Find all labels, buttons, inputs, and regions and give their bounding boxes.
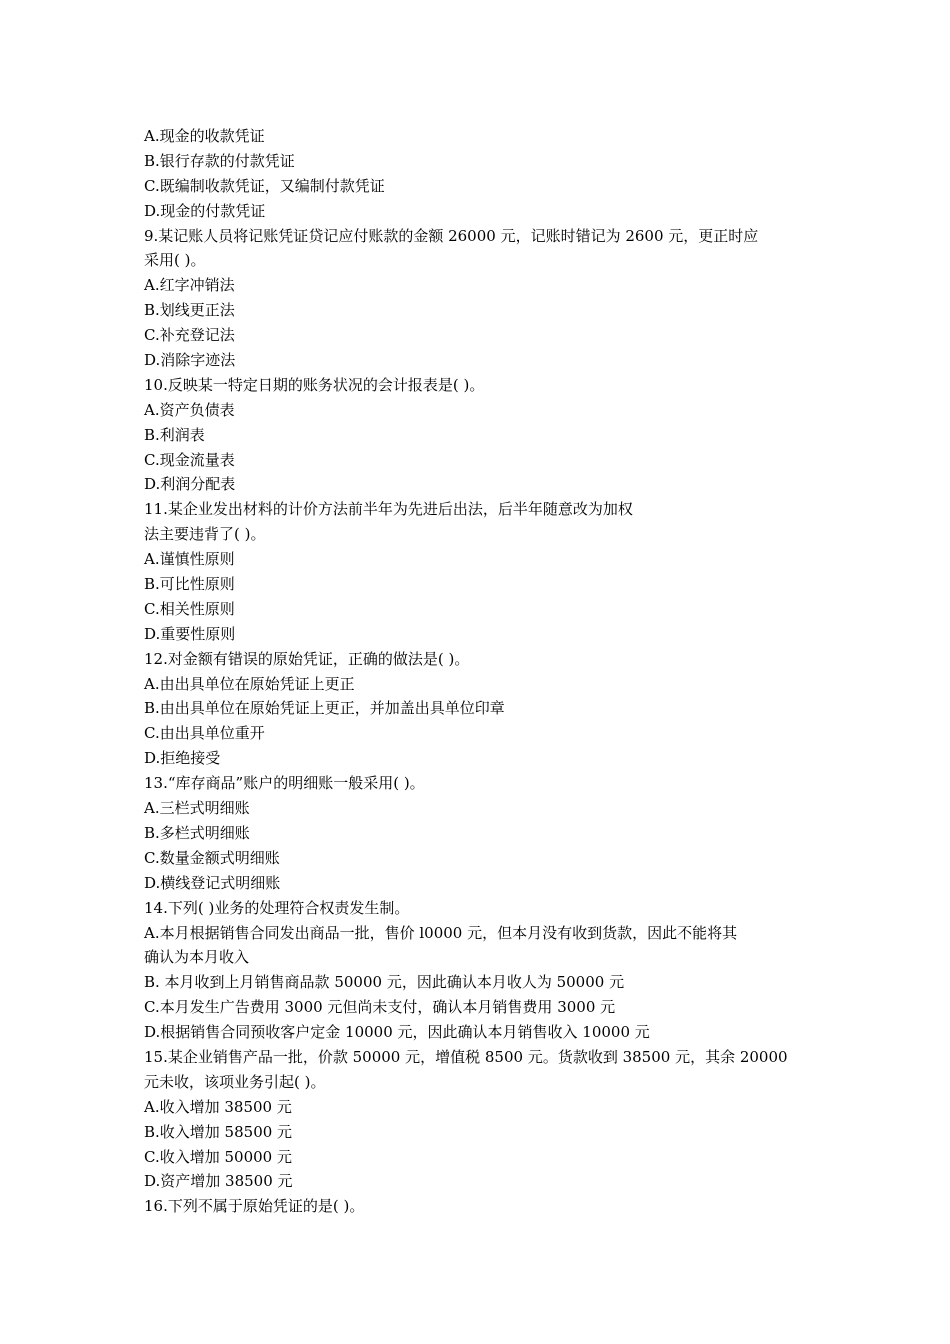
option-line: D.资产增加 38500 元 (144, 1172, 293, 1191)
option-line: D.横线登记式明细账 (144, 873, 281, 892)
question-14: 14.下列( )业务的处理符合权责发生制。 (144, 898, 410, 917)
option-line: C.数量金额式明细账 (144, 848, 280, 867)
option-line-cont: 确认为本月收入 (144, 948, 250, 967)
option-line: D.现金的付款凭证 (144, 201, 266, 220)
option-line: A.资产负债表 (144, 400, 235, 419)
option-line: D.利润分配表 (144, 475, 236, 494)
option-line: A.本月根据销售合同发出商品一批，售价 l0000 元，但本月没有收到货款，因此不能将其 (144, 923, 738, 942)
option-line: B.多栏式明细账 (144, 823, 250, 842)
option-line: B.利润表 (144, 425, 205, 444)
option-line: B.银行存款的付款凭证 (144, 151, 295, 170)
question-9: 9.某记账人员将记账凭证贷记应付账款的金额 26000 元，记账时错记为 2600 元，更正时应 (144, 226, 759, 245)
option-line: D.消除字迹法 (144, 351, 236, 370)
option-line: A.收入增加 38500 元 (144, 1097, 292, 1116)
option-line: C.相关性原则 (144, 599, 235, 618)
option-line: B.可比性原则 (144, 575, 235, 594)
option-line: D.根据销售合同预收客户定金 10000 元，因此确认本月销售收入 10000 元 (144, 1023, 650, 1042)
option-line: B.划线更正法 (144, 301, 235, 320)
option-line: B. 本月收到上月销售商品款 50000 元，因此确认本月收人为 50000 元 (144, 973, 625, 992)
option-line: A.由出具单位在原始凭证上更正 (144, 674, 355, 693)
question-13: 13.“库存商品”账户的明细账一般采用( )。 (144, 774, 425, 793)
question-16: 16.下列不属于原始凭证的是( )。 (144, 1197, 365, 1216)
question-11: 11.某企业发出材料的计价方法前半年为先进后出法，后半年随意改为加权 (144, 500, 633, 519)
option-line: A.谨慎性原则 (144, 550, 235, 569)
option-line: C.本月发生广告费用 3000 元但尚未支付，确认本月销售费用 3000 元 (144, 998, 616, 1017)
option-line: A.红字冲销法 (144, 276, 235, 295)
question-9-cont: 采用( )。 (144, 251, 206, 270)
option-line: C.由出具单位重开 (144, 724, 265, 743)
question-12: 12.对金额有错误的原始凭证，正确的做法是( )。 (144, 649, 470, 668)
option-line: B.收入增加 58500 元 (144, 1122, 293, 1141)
option-line: D.拒绝接受 (144, 749, 221, 768)
option-line: C.补充登记法 (144, 326, 235, 345)
option-line: B.由出具单位在原始凭证上更正，并加盖出具单位印章 (144, 699, 505, 718)
document-body (144, 124, 816, 1219)
question-15-cont: 元未收，该项业务引起( )。 (144, 1072, 326, 1091)
option-line: C.收入增加 50000 元 (144, 1147, 292, 1166)
question-15: 15.某企业销售产品一批，价款 50000 元，增值税 8500 元。货款收到 38500 元，其余 20000 (144, 1047, 788, 1066)
question-10: 10.反映某一特定日期的账务状况的会计报表是( )。 (144, 375, 485, 394)
option-line: C.既编制收款凭证，又编制付款凭证 (144, 176, 385, 195)
option-line: D.重要性原则 (144, 624, 236, 643)
option-line: C.现金流量表 (144, 450, 235, 469)
option-line: A.现金的收款凭证 (144, 127, 265, 145)
question-11-cont: 法主要违背了( )。 (144, 525, 266, 544)
option-line: A.三栏式明细账 (144, 799, 250, 818)
